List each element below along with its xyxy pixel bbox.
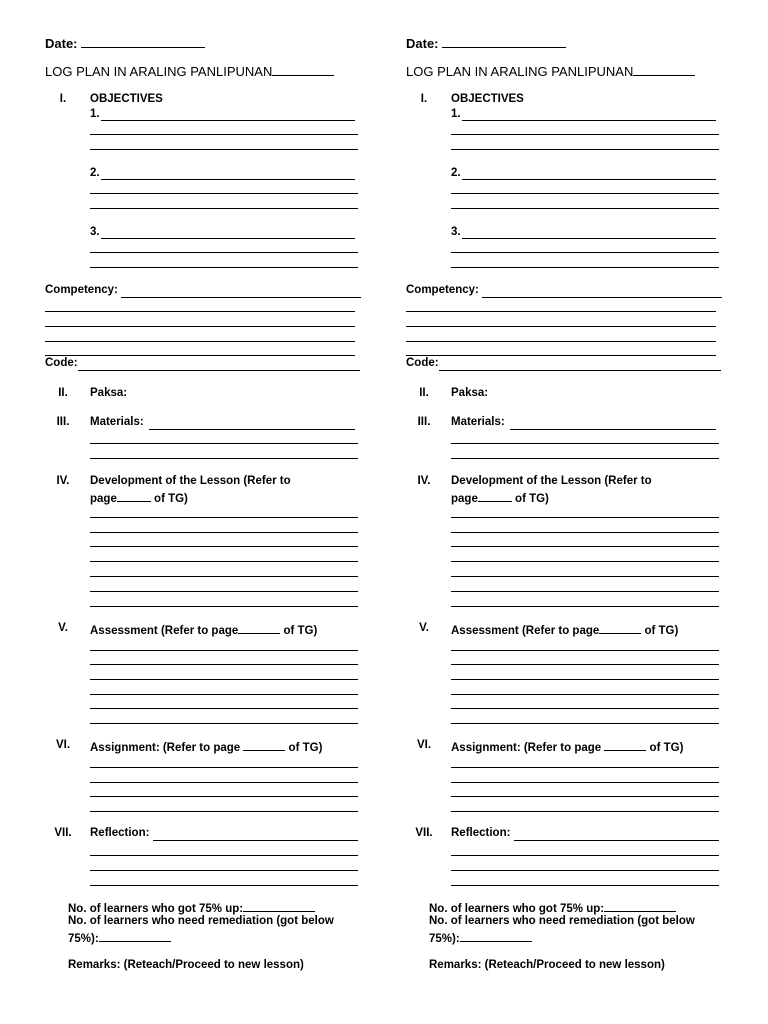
remarks-label: Remarks: (Reteach/Proceed to new lesson) bbox=[68, 959, 304, 971]
learners-remediation-text: 75%): bbox=[429, 933, 460, 945]
answer-line[interactable] bbox=[451, 885, 719, 886]
answer-line[interactable] bbox=[153, 840, 358, 841]
answer-line[interactable] bbox=[90, 870, 358, 871]
answer-line[interactable] bbox=[90, 650, 358, 651]
answer-line[interactable] bbox=[90, 443, 358, 444]
date-blank[interactable] bbox=[81, 36, 205, 48]
date-label: Date: bbox=[45, 36, 82, 51]
answer-line[interactable] bbox=[510, 429, 716, 430]
development-label-line2 bbox=[451, 490, 549, 505]
development-label-line1: Development of the Lesson (Refer to bbox=[90, 475, 291, 487]
learners-75-up-text: No. of learners who got 75% up: bbox=[429, 903, 605, 915]
learners-75-up bbox=[68, 900, 315, 915]
answer-line[interactable] bbox=[451, 679, 719, 680]
learners-75-up-blank[interactable] bbox=[604, 900, 676, 912]
objective-item-1: 1. bbox=[451, 108, 461, 120]
answer-line[interactable] bbox=[90, 591, 358, 592]
answer-line[interactable] bbox=[90, 811, 358, 812]
assignment-label-text: Assignment: (Refer to page bbox=[90, 742, 244, 754]
competency-label: Competency: bbox=[45, 284, 118, 296]
answer-line[interactable] bbox=[406, 355, 716, 356]
objective-item-2: 2. bbox=[451, 167, 461, 179]
objective-item-3: 3. bbox=[90, 226, 100, 238]
assignment-label-tg: of TG) bbox=[285, 742, 323, 754]
learners-75-up-text: No. of learners who got 75% up: bbox=[68, 903, 244, 915]
date-field bbox=[45, 36, 205, 51]
development-label-tg: of TG) bbox=[511, 493, 549, 505]
answer-line[interactable] bbox=[451, 708, 719, 709]
answer-line[interactable] bbox=[78, 370, 360, 371]
page-blank[interactable] bbox=[243, 739, 285, 751]
answer-line[interactable] bbox=[451, 561, 719, 562]
materials-label: Materials: bbox=[90, 416, 144, 428]
learners-75-up-blank[interactable] bbox=[243, 900, 315, 912]
date-label: Date: bbox=[406, 36, 443, 51]
answer-line[interactable] bbox=[90, 546, 358, 547]
answer-line[interactable] bbox=[90, 517, 358, 518]
assessment-label bbox=[451, 622, 678, 637]
paksa-numeral: II. bbox=[58, 387, 68, 399]
objectives-numeral: I. bbox=[59, 93, 67, 105]
answer-line[interactable] bbox=[90, 208, 358, 209]
answer-line[interactable] bbox=[90, 708, 358, 709]
assignment-label bbox=[451, 739, 683, 754]
page-blank[interactable] bbox=[604, 739, 646, 751]
answer-line[interactable] bbox=[451, 134, 719, 135]
answer-line[interactable] bbox=[90, 782, 358, 783]
objective-item-2: 2. bbox=[90, 167, 100, 179]
title-blank[interactable] bbox=[633, 64, 695, 76]
code-label: Code: bbox=[45, 357, 78, 369]
answer-line[interactable] bbox=[101, 179, 355, 180]
answer-line[interactable] bbox=[90, 723, 358, 724]
answer-line[interactable] bbox=[451, 723, 719, 724]
answer-line[interactable] bbox=[451, 576, 719, 577]
assessment-label-text: Assessment (Refer to page bbox=[451, 625, 600, 637]
answer-line[interactable] bbox=[514, 840, 719, 841]
answer-line[interactable] bbox=[451, 591, 719, 592]
answer-line[interactable] bbox=[90, 855, 358, 856]
answer-line[interactable] bbox=[451, 532, 719, 533]
answer-line[interactable] bbox=[451, 650, 719, 651]
page-blank[interactable] bbox=[238, 622, 280, 634]
answer-line[interactable] bbox=[451, 664, 719, 665]
objective-item-1: 1. bbox=[90, 108, 100, 120]
development-numeral: IV. bbox=[417, 475, 431, 487]
title-blank[interactable] bbox=[272, 64, 334, 76]
answer-line[interactable] bbox=[45, 355, 355, 356]
materials-numeral: III. bbox=[56, 416, 70, 428]
answer-line[interactable] bbox=[101, 238, 355, 239]
assessment-numeral: V. bbox=[58, 622, 68, 634]
answer-line[interactable] bbox=[451, 870, 719, 871]
page-title bbox=[45, 64, 334, 79]
learners-75-up bbox=[429, 900, 676, 915]
page-blank[interactable] bbox=[478, 490, 512, 502]
development-label-line2 bbox=[90, 490, 188, 505]
answer-line[interactable] bbox=[451, 443, 719, 444]
answer-line[interactable] bbox=[462, 120, 716, 121]
assignment-label-text: Assignment: (Refer to page bbox=[451, 742, 605, 754]
competency-label: Competency: bbox=[406, 284, 479, 296]
answer-line[interactable] bbox=[451, 767, 719, 768]
reflection-label: Reflection: bbox=[451, 827, 511, 839]
answer-line[interactable] bbox=[45, 341, 355, 342]
page-blank[interactable] bbox=[599, 622, 641, 634]
answer-line[interactable] bbox=[462, 238, 716, 239]
title-text: LOG PLAN IN ARALING PANLIPUNAN bbox=[406, 64, 634, 79]
answer-line[interactable] bbox=[121, 297, 361, 298]
answer-line[interactable] bbox=[90, 149, 358, 150]
development-label-page: page bbox=[451, 493, 478, 505]
reflection-numeral: VII. bbox=[54, 827, 72, 839]
answer-line[interactable] bbox=[90, 458, 358, 459]
answer-line[interactable] bbox=[45, 326, 355, 327]
assignment-numeral: VI. bbox=[416, 739, 432, 751]
answer-line[interactable] bbox=[451, 458, 719, 459]
learners-remediation-blank[interactable] bbox=[460, 930, 532, 942]
answer-line[interactable] bbox=[90, 796, 358, 797]
learners-remediation-blank[interactable] bbox=[99, 930, 171, 942]
assignment-label-tg: of TG) bbox=[646, 742, 684, 754]
assessment-label-tg: of TG) bbox=[280, 625, 318, 637]
remarks-label: Remarks: (Reteach/Proceed to new lesson) bbox=[429, 959, 665, 971]
answer-line[interactable] bbox=[149, 429, 355, 430]
development-label-line1: Development of the Lesson (Refer to bbox=[451, 475, 652, 487]
learners-remediation-line2 bbox=[429, 930, 532, 945]
answer-line[interactable] bbox=[90, 252, 358, 253]
answer-line[interactable] bbox=[451, 811, 719, 812]
objectives-numeral: I. bbox=[420, 93, 428, 105]
answer-line[interactable] bbox=[462, 179, 716, 180]
answer-line[interactable] bbox=[451, 694, 719, 695]
reflection-numeral: VII. bbox=[415, 827, 433, 839]
development-numeral: IV. bbox=[56, 475, 70, 487]
learners-remediation-line1: No. of learners who need remediation (got below bbox=[429, 915, 695, 927]
answer-line[interactable] bbox=[90, 561, 358, 562]
answer-line[interactable] bbox=[451, 149, 719, 150]
objectives-heading: OBJECTIVES bbox=[90, 93, 163, 105]
answer-line[interactable] bbox=[90, 694, 358, 695]
answer-line[interactable] bbox=[406, 341, 716, 342]
answer-line[interactable] bbox=[451, 252, 719, 253]
answer-line[interactable] bbox=[90, 532, 358, 533]
page-blank[interactable] bbox=[117, 490, 151, 502]
objective-item-3: 3. bbox=[451, 226, 461, 238]
log-plan-left bbox=[45, 0, 375, 1024]
answer-line[interactable] bbox=[90, 134, 358, 135]
answer-line[interactable] bbox=[451, 796, 719, 797]
development-label-tg: of TG) bbox=[150, 493, 188, 505]
answer-line[interactable] bbox=[90, 885, 358, 886]
answer-line[interactable] bbox=[90, 664, 358, 665]
paksa-label: Paksa: bbox=[90, 387, 128, 399]
materials-label: Materials: bbox=[451, 416, 505, 428]
answer-line[interactable] bbox=[101, 120, 355, 121]
date-field bbox=[406, 36, 566, 51]
learners-remediation-line1: No. of learners who need remediation (got below bbox=[68, 915, 334, 927]
answer-line[interactable] bbox=[90, 767, 358, 768]
materials-numeral: III. bbox=[417, 416, 431, 428]
code-label: Code: bbox=[406, 357, 439, 369]
answer-line[interactable] bbox=[451, 855, 719, 856]
answer-line[interactable] bbox=[406, 326, 716, 327]
date-blank[interactable] bbox=[442, 36, 566, 48]
answer-line[interactable] bbox=[90, 606, 358, 607]
answer-line[interactable] bbox=[482, 297, 722, 298]
assignment-numeral: VI. bbox=[55, 739, 71, 751]
answer-line[interactable] bbox=[90, 679, 358, 680]
answer-line[interactable] bbox=[451, 517, 719, 518]
answer-line[interactable] bbox=[439, 370, 721, 371]
answer-line[interactable] bbox=[451, 606, 719, 607]
answer-line[interactable] bbox=[406, 311, 716, 312]
answer-line[interactable] bbox=[451, 208, 719, 209]
page-title bbox=[406, 64, 695, 79]
assessment-label-tg: of TG) bbox=[641, 625, 679, 637]
answer-line[interactable] bbox=[45, 311, 355, 312]
learners-remediation-text: 75%): bbox=[68, 933, 99, 945]
reflection-label: Reflection: bbox=[90, 827, 150, 839]
development-label-page: page bbox=[90, 493, 117, 505]
answer-line[interactable] bbox=[451, 267, 719, 268]
paksa-numeral: II. bbox=[419, 387, 429, 399]
assessment-numeral: V. bbox=[419, 622, 429, 634]
answer-line[interactable] bbox=[90, 576, 358, 577]
answer-line[interactable] bbox=[451, 546, 719, 547]
log-plan-right bbox=[406, 0, 736, 1024]
assessment-label-text: Assessment (Refer to page bbox=[90, 625, 239, 637]
objectives-heading: OBJECTIVES bbox=[451, 93, 524, 105]
paksa-label: Paksa: bbox=[451, 387, 489, 399]
answer-line[interactable] bbox=[90, 267, 358, 268]
assessment-label bbox=[90, 622, 317, 637]
answer-line[interactable] bbox=[451, 193, 719, 194]
answer-line[interactable] bbox=[451, 782, 719, 783]
learners-remediation-line2 bbox=[68, 930, 171, 945]
answer-line[interactable] bbox=[90, 193, 358, 194]
assignment-label bbox=[90, 739, 322, 754]
title-text: LOG PLAN IN ARALING PANLIPUNAN bbox=[45, 64, 273, 79]
